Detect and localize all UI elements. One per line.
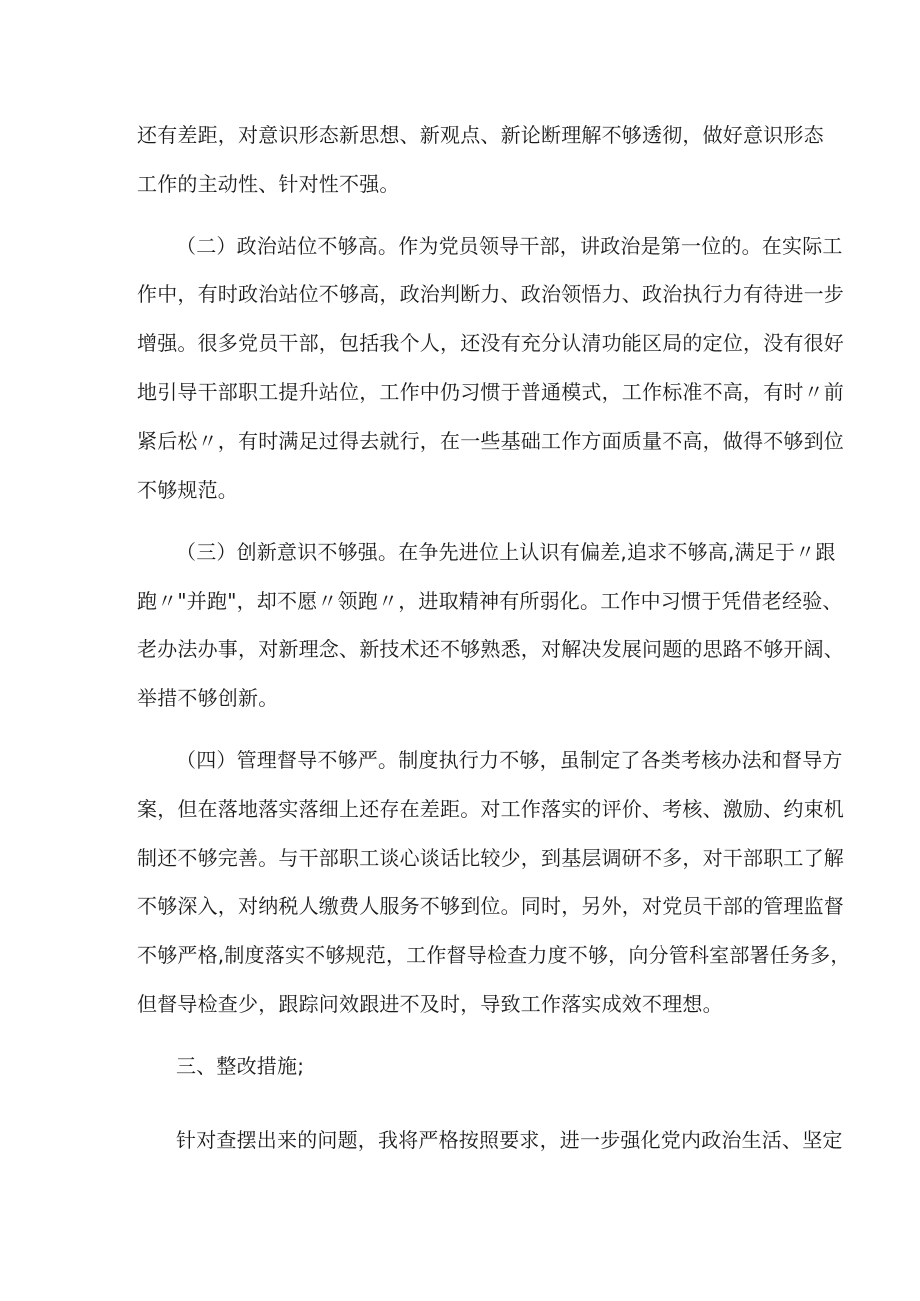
text-line-9: （三）创新意识不够强。在争先进位上认识有偏差,追求不够高,满足于〃跟 — [176, 540, 836, 564]
text-line-2: 工作的主动性、针对性不强。 — [137, 172, 400, 196]
text-line-1: 还有差距，对意识形态新思想、新观点、新论断理解不够透彻，做好意识形态 — [137, 123, 824, 147]
text-line-16: 不够深入，对纳税人缴费人服务不够到位。同时，另外，对党员干部的管理监督 — [137, 894, 844, 918]
text-line-20: 针对查摆出来的问题，我将严格按照要求，进一步强化党内政治生活、坚定 — [176, 1128, 843, 1152]
text-line-5: 增强。很多党员干部，包括我个人，还没有充分认清功能区局的定位，没有很好 — [137, 331, 844, 355]
text-line-15: 制还不够完善。与干部职工谈心谈话比较少，到基层调研不多，对干部职工了解 — [137, 846, 844, 870]
text-line-4: 作中，有时政治站位不够高，政治判断力、政治领悟力、政治执行力有待进一步 — [137, 282, 844, 306]
text-line-3: （二）政治站位不够高。作为党员领导干部，讲政治是第一位的。在实际工 — [176, 234, 843, 258]
text-line-17: 不够严格,制度落实不够规范，工作督导检查力度不够，向分管科室部署任务多， — [137, 943, 851, 967]
text-line-18: 但督导检查少，跟踪问效跟进不及时，导致工作落实成效不理想。 — [137, 992, 723, 1016]
text-line-6: 地引导干部职工提升站位，工作中仍习惯于普通模式，工作标准不高，有时〃前 — [137, 380, 844, 404]
section-heading: 三、整改措施; — [176, 1054, 305, 1078]
text-line-12: 举措不够创新。 — [137, 686, 279, 710]
text-line-7: 紧后松〃，有时满足过得去就行，在一些基础工作方面质量不高，做得不够到位 — [137, 429, 844, 453]
text-line-8: 不够规范。 — [137, 478, 238, 502]
text-line-10: 跑〃"并跑"，却不愿〃领跑〃，进取精神有所弱化。工作中习惯于凭借老经验、 — [137, 589, 843, 613]
text-line-14: 案，但在落地落实落细上还存在差距。对工作落实的评价、考核、激励、约束机 — [137, 797, 844, 821]
text-line-13: （四）管理督导不够严。制度执行力不够，虽制定了各类考核办法和督导方 — [176, 748, 843, 772]
text-line-11: 老办法办事，对新理念、新技术还不够熟悉，对解决发展问题的思路不够开阔、 — [137, 637, 844, 661]
